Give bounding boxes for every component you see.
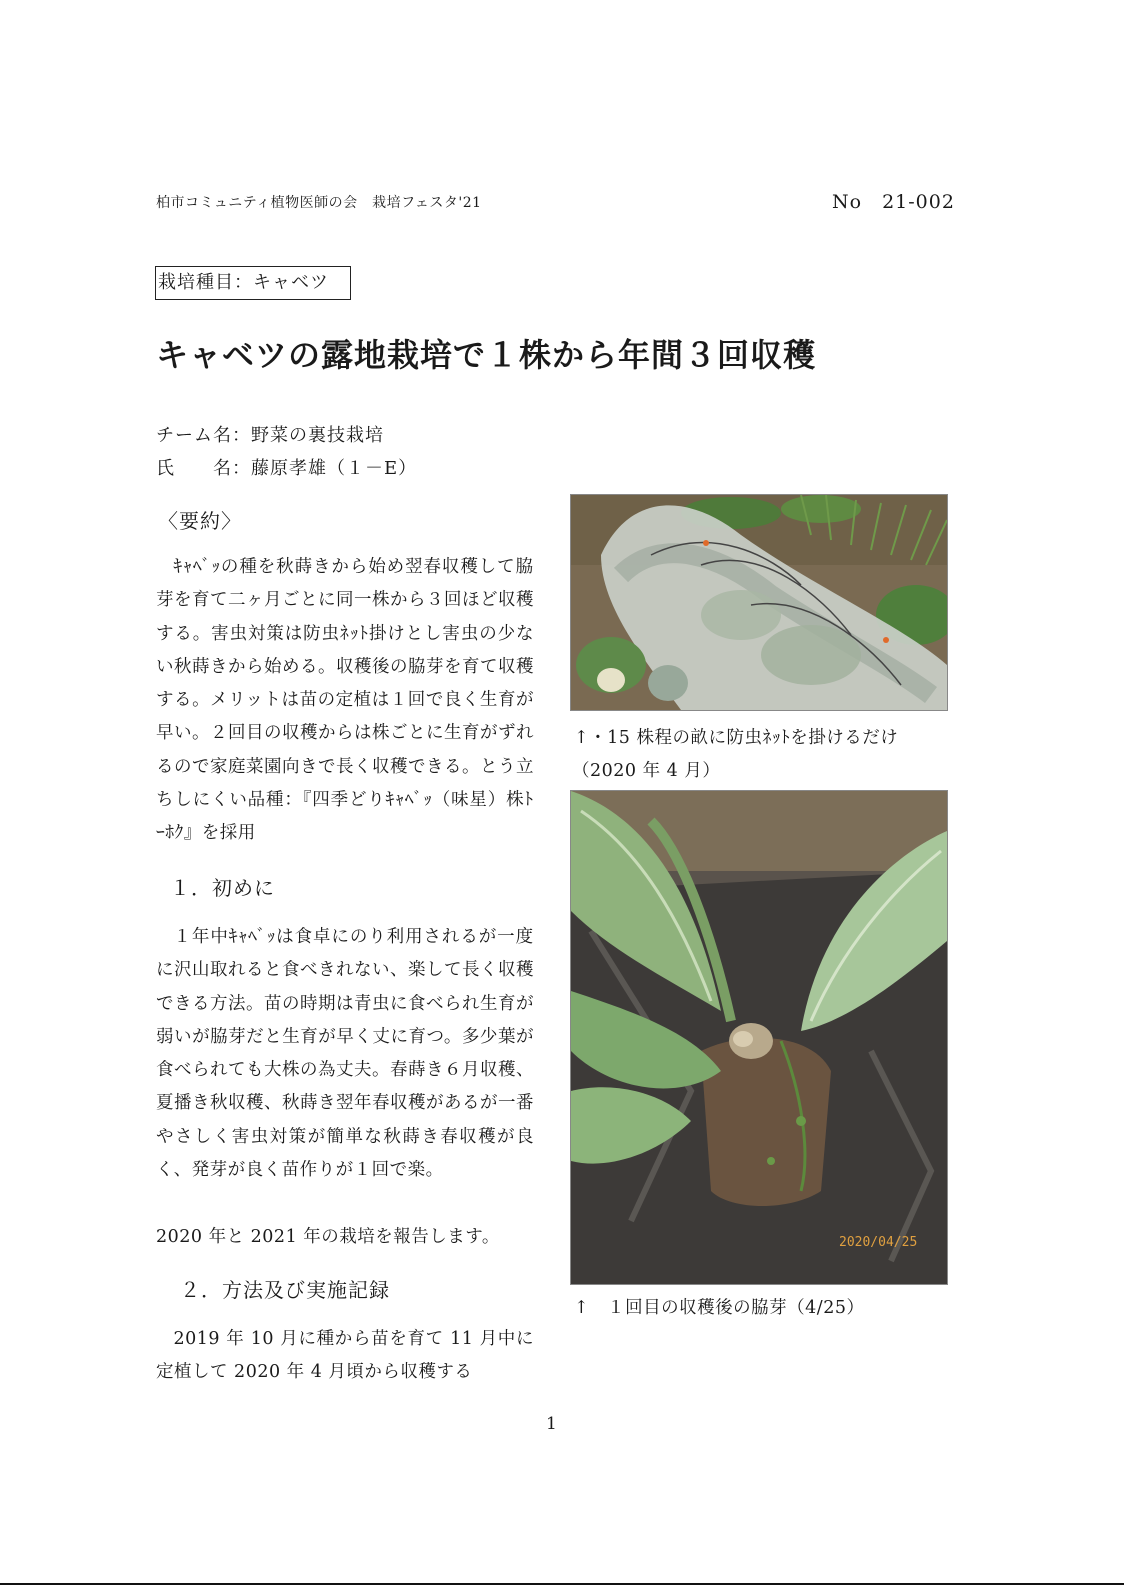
insect-net-photo <box>570 494 948 711</box>
section-1-heading: １．初めに <box>170 876 275 900</box>
summary-heading: 〈要約〉 <box>158 509 242 533</box>
crop-type-label: 栽培種目：キャベツ <box>155 266 351 300</box>
header-organization: 柏市コミュニティ植物医師の会 栽培フェスタ'21 <box>156 195 482 211</box>
photo-2-caption: ↑ １回目の収穫後の脇芽（4/25） <box>574 1298 865 1318</box>
side-shoot-photo <box>570 790 948 1285</box>
document-number: No 21-002 <box>832 191 955 213</box>
section-1-text: １年中ｷｬﾍﾞｯは食卓にのり利用されるが一度に沢山取れると食べきれない、楽して長く収穫できる方法。苗の時期は青虫に食べられ生育が弱いが脇芽だと生育が早く丈に育つ。多少葉が食べられても大株の為丈夫。春蒔き６月収穫、夏播き秋収穫、秋蒔き翌年春収穫があるが一番やさしく害虫対策が簡単な秋蒔き春収穫が良く、発芽が良く苗作りが１回で楽。 <box>156 927 534 1181</box>
team-name: チーム名：野菜の裏技栽培 <box>156 425 384 446</box>
photo-1-caption-date: （2020 年 4 月） <box>572 761 721 781</box>
section-2-heading: ２．方法及び実施記録 <box>180 1278 390 1302</box>
page-title: キャベツの露地栽培で１株から年間３回収穫 <box>156 336 817 374</box>
page-number: 1 <box>546 1414 557 1434</box>
side-shoot-illustration <box>571 791 947 1284</box>
section-2-text: 2019 年 10 月に種から苗を育て 11 月中に定植して 2020 年 4 月頃から収穫する <box>156 1329 534 1383</box>
photo-1-caption: ↑・15 株程の畝に防虫ﾈｯﾄを掛けるだけ <box>574 728 899 748</box>
summary-text: ｷｬﾍﾞｯの種を秋蒔きから始め翌春収穫して脇芽を育て二ヶ月ごとに同一株から３回ほど収穫する。害虫対策は防虫ﾈｯﾄ掛けとし害虫の少ない秋蒔きから始める。収穫後の脇芽を育て収穫する。メリットは苗の定植は１回で良く生育が早い。２回目の収穫からは株ごとに生育がずれるので家庭菜園向きで長く収穫できる。とう立ちしにくい品種：『四季どりｷｬﾍﾞｯ（味星）株ﾄｰﾎｸ』を採用 <box>156 557 534 844</box>
author-name: 氏 名：藤原孝雄（１－E） <box>156 458 418 479</box>
bottom-divider <box>0 1583 1124 1585</box>
section-1-report-note: 2020 年と 2021 年の栽培を報告します。 <box>156 1227 500 1247</box>
insect-net-illustration <box>571 495 947 710</box>
photo-date-stamp: 2020/04/25 <box>839 1235 918 1250</box>
